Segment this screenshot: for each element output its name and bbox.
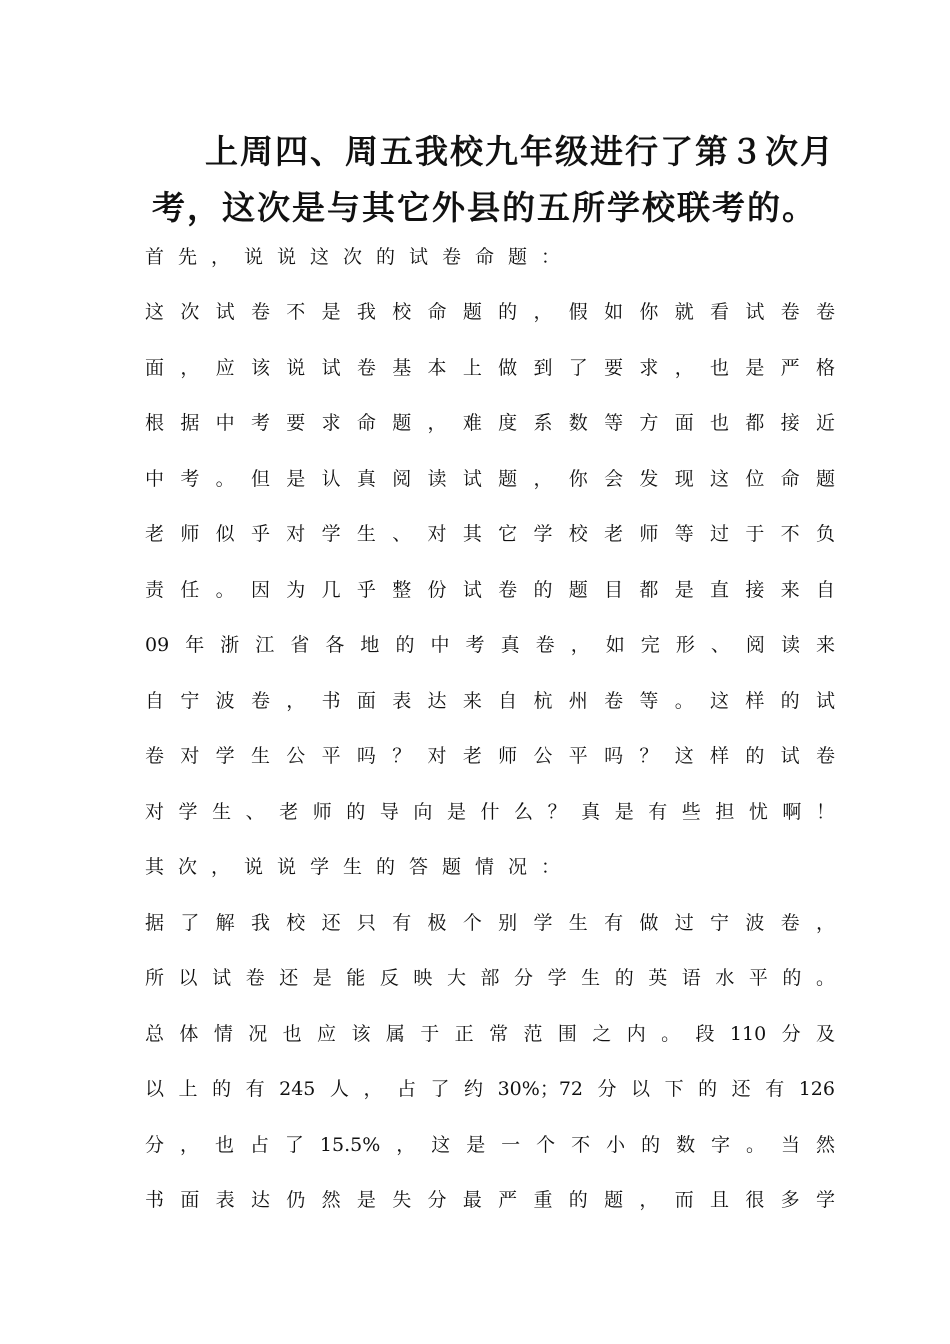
paragraph-line: 这次试卷不是我校命题的，假如你就看试卷卷 xyxy=(145,301,835,323)
paragraph-line: 老师似乎对学生、对其它学校老师等过于不负 xyxy=(145,523,835,545)
paragraph-line: 所以试卷还是能反映大部分学生的英语水平的。 xyxy=(145,967,835,989)
paragraph-line: 对学生、老师的导向是什么？真是有些担忧啊！ xyxy=(145,801,835,823)
paragraph-line: 责任。因为几乎整份试卷的题目都是直接来自 xyxy=(145,579,835,601)
paragraph-line: 卷对学生公平吗？对老师公平吗？这样的试卷 xyxy=(145,745,835,767)
paragraph-line: 分，也占了15.5%，这是一个不小的数字。当然 xyxy=(145,1134,835,1156)
heading-line-1: 上周四、周五我校九年级进行了第３次月 xyxy=(205,132,835,171)
paragraph-line: 自宁波卷，书面表达来自杭州卷等。这样的试 xyxy=(145,690,835,712)
paragraph-line: 以上的有245人，占了约30%；72分以下的还有126 xyxy=(145,1078,835,1100)
paragraph-line: 据了解我校还只有极个别学生有做过宁波卷， xyxy=(145,912,835,934)
paragraph-line: 面，应该说试卷基本上做到了要求，也是严格 xyxy=(145,357,835,379)
section-heading-paper: 首先，说说这次的试卷命题： xyxy=(145,246,575,268)
paragraph-line: 书面表达仍然是失分最严重的题，而且很多学 xyxy=(145,1189,835,1211)
section-heading-answers: 其次，说说学生的答题情况： xyxy=(145,856,575,878)
paragraph-line: 总体情况也应该属于正常范围之内。段110分及 xyxy=(145,1023,835,1045)
paragraph-line: 根据中考要求命题，难度系数等方面也都接近 xyxy=(145,412,835,434)
paragraph-line: 中考。但是认真阅读试题，你会发现这位命题 xyxy=(145,468,835,490)
paragraph-line: 09年浙江省各地的中考真卷，如完形、阅读来 xyxy=(145,634,835,656)
heading-line-2: 考，这次是与其它外县的五所学校联考的。 xyxy=(152,188,817,227)
